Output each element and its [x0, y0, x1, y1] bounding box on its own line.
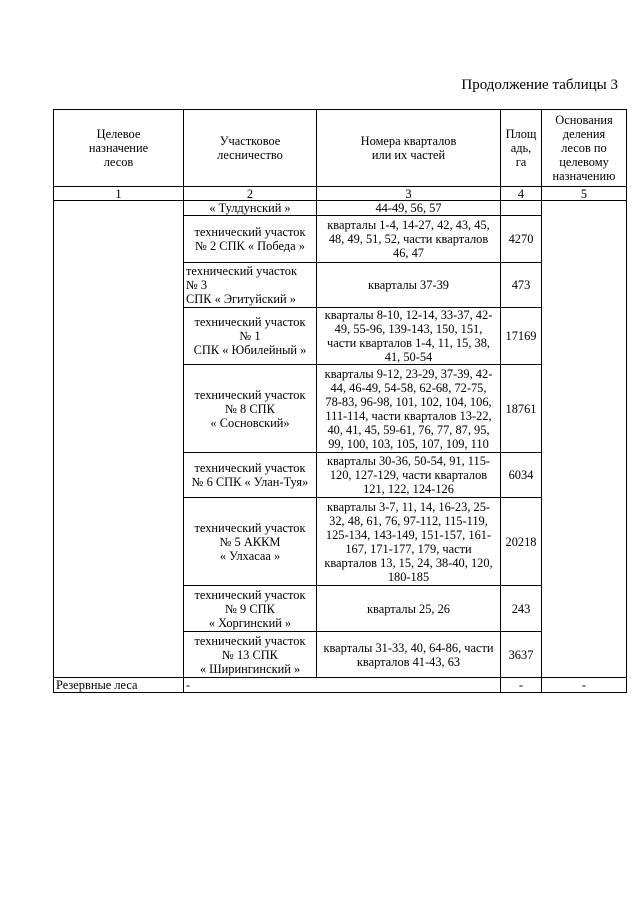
quarters-cell: кварталы 3-7, 11, 14, 16-23, 25- 32, 48, 61, 76, 97-112, 115-119, 125-134, 143-149, 151-157, 161- 167, 171-177, 179, части кварталов 13, 15, 24, 38-40, 120, 180-185: [317, 498, 501, 586]
col-number: 4: [501, 187, 542, 201]
area-cell: 3637: [501, 632, 542, 678]
header-quarters: Номера кварталов или их частей: [317, 110, 501, 187]
area-cell: 18761: [501, 365, 542, 453]
quarters-cell: кварталы 9-12, 23-29, 37-39, 42- 44, 46-49, 54-58, 62-68, 72-75, 78-83, 96-98, 101, 102, 104, 106, 111-114, части кварталов 13-22, 40, 41, 45, 59-61, 76, 77, 87, 95, 99, 100, 103, 105, 107, 109, 110: [317, 365, 501, 453]
forestry-cell: -: [184, 678, 501, 693]
area-cell: [501, 201, 542, 216]
area-cell: 17169: [501, 308, 542, 365]
header-area: Площ адь, га: [501, 110, 542, 187]
col-number: 5: [542, 187, 627, 201]
purpose-cell: Резервные леса: [54, 678, 184, 693]
basis-cell: -: [542, 678, 627, 693]
quarters-cell: кварталы 8-10, 12-14, 33-37, 42- 49, 55-96, 139-143, 150, 151, части кварталов 1-4, 11, 15, 38, 41, 50-54: [317, 308, 501, 365]
table-row: [54, 201, 627, 216]
col-number: 1: [54, 187, 184, 201]
forestry-cell: технический участок № 8 СПК « Сосновский»: [184, 365, 317, 453]
forestry-cell: технический участок № 13 СПК « Ширингинский »: [184, 632, 317, 678]
header-forestry: Участковое лесничество: [184, 110, 317, 187]
area-cell: -: [501, 678, 542, 693]
quarters-cell: кварталы 25, 26: [317, 586, 501, 632]
forestry-cell: технический участок № 6 СПК « Улан-Туя»: [184, 453, 317, 498]
purpose-cell: [54, 201, 184, 678]
area-cell: 473: [501, 263, 542, 308]
forestry-cell: технический участок № 3 СПК « Эгитуйский »: [184, 263, 317, 308]
quarters-cell: 44-49, 56, 57: [317, 201, 501, 216]
col-number: 2: [184, 187, 317, 201]
forestry-cell: технический участок № 9 СПК « Хоргинский »: [184, 586, 317, 632]
header-basis: Основания деления лесов по целевому назначению: [542, 110, 627, 187]
quarters-cell: кварталы 31-33, 40, 64-86, части кварталов 41-43, 63: [317, 632, 501, 678]
quarters-cell: кварталы 37-39: [317, 263, 501, 308]
col-number: 3: [317, 187, 501, 201]
area-cell: 6034: [501, 453, 542, 498]
table-caption: Продолжение таблицы 3: [461, 77, 618, 93]
forestry-cell: технический участок № 2 СПК « Победа »: [184, 216, 317, 263]
area-cell: 20218: [501, 498, 542, 586]
quarters-cell: кварталы 30-36, 50-54, 91, 115- 120, 127-129, части кварталов 121, 122, 124-126: [317, 453, 501, 498]
forestry-cell: технический участок № 5 АККМ « Улхасаа »: [184, 498, 317, 586]
forest-table: [53, 109, 627, 693]
forestry-cell: « Тулдунский »: [184, 201, 317, 216]
quarters-cell: кварталы 1-4, 14-27, 42, 43, 45, 48, 49, 51, 52, части кварталов 46, 47: [317, 216, 501, 263]
reserve-row: [54, 678, 627, 693]
column-number-row: [54, 187, 627, 201]
basis-cell: [542, 201, 627, 678]
header-row: [54, 110, 627, 187]
area-cell: 4270: [501, 216, 542, 263]
header-purpose: Целевое назначение лесов: [54, 110, 184, 187]
forestry-cell: технический участок № 1 СПК « Юбилейный »: [184, 308, 317, 365]
area-cell: 243: [501, 586, 542, 632]
